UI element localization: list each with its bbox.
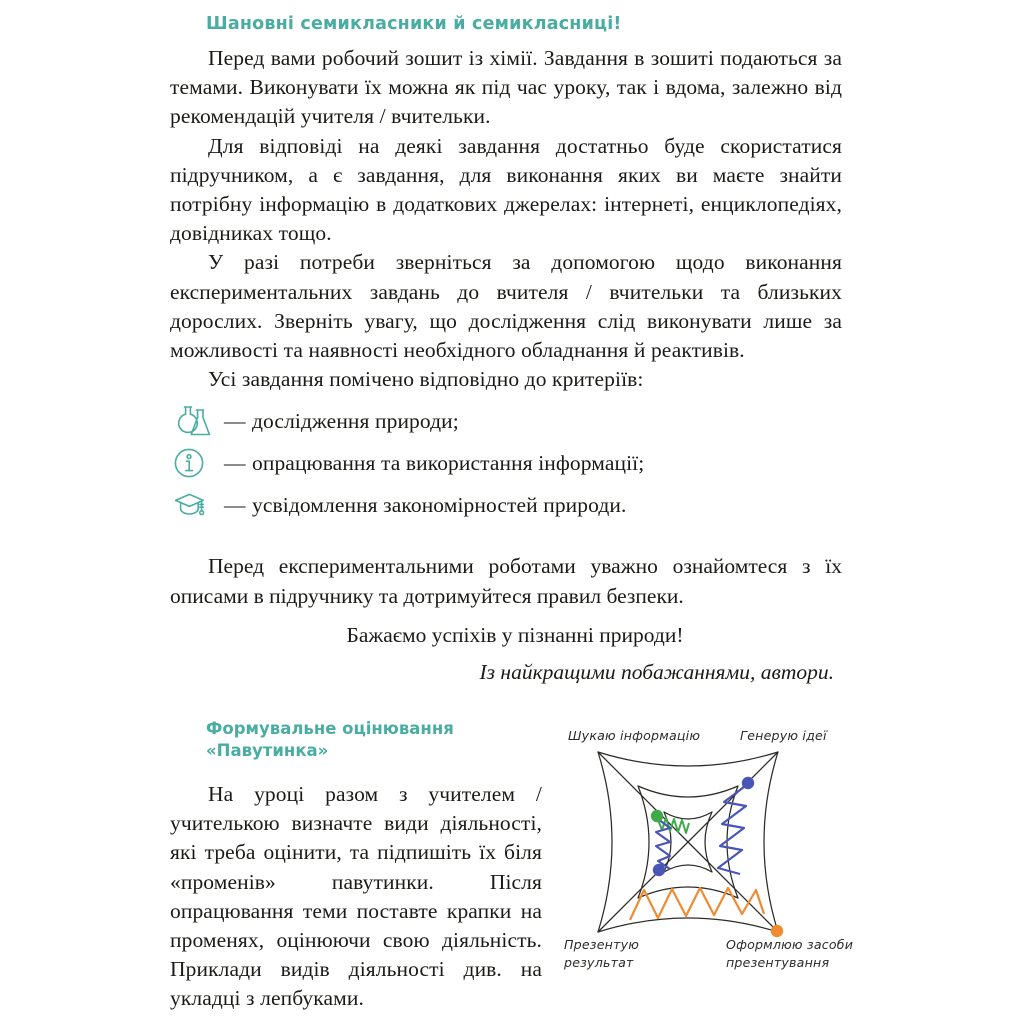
web-label-top-right: Генерую ідеї (740, 728, 827, 743)
criteria-item-information-label (224, 450, 644, 477)
dot-top-left-ray[interactable] (651, 810, 663, 822)
web-label-bottom-left-1: Презентую (564, 937, 640, 952)
criteria-intro-paragraph: Усі завдання помічено відповідно до критеріїв: (208, 367, 644, 392)
criteria-dash: — (224, 492, 246, 517)
web-label-bottom-right-2: презентування (726, 955, 830, 970)
flasks-icon (170, 404, 224, 438)
web-label-top-left: Шукаю інформацію (568, 728, 701, 743)
authors-signature: Із найкращими побажаннями, автори. (479, 659, 834, 684)
assessment-text-column (170, 718, 542, 1014)
criteria-item-patterns-label (224, 492, 626, 519)
info-circle-icon (170, 446, 224, 480)
intro-paragraph-3: У разі потреби зверніться за допомогою щодо виконання експериментальних завдань до вчителя / вчительки та близьких дорослих. Зверніть увагу, що дослідження слід виконувати лише за можливості та наявності необхідного обладнання й реактивів. (170, 250, 842, 363)
criteria-label-text: дослідження природи; (252, 408, 459, 433)
web-label-bottom-right-1: Оформлюю засоби (726, 937, 854, 952)
criteria-item-research (170, 400, 842, 442)
criteria-list (170, 400, 842, 526)
criteria-dash: — (224, 450, 246, 475)
criteria-label-text: опрацювання та використання інформації; (252, 450, 645, 475)
criteria-dash: — (224, 408, 246, 433)
wish-line: Бажаємо успіхів у пізнанні природи! (346, 622, 684, 647)
assessment-heading (206, 718, 542, 762)
closing-section (170, 552, 842, 684)
graduation-cap-icon (170, 488, 224, 522)
assessment-instructions: На уроці разом з учителем / учителькою визначте види діяльності, які треба оцінити, та підпишіть їх біля «променів» павутинки. Після опрацювання теми поставте крапки на променях, оцінюючи свою діяльність. Приклади видів діяльності див. на укладці з лепбуками. (170, 782, 542, 1011)
criteria-label-text: усвідомлення закономірностей природи. (252, 492, 627, 517)
assessment-heading-line-1: Формувальне оцінювання (206, 719, 454, 738)
assessment-heading-line-2: «Павутинка» (206, 741, 329, 760)
dot-bottom-right-ray[interactable] (771, 925, 783, 937)
criteria-item-patterns (170, 484, 842, 526)
spider-web-assessment-diagram (558, 724, 880, 1024)
page-greeting-heading: Шановні семикласники й семикласниці! (206, 14, 622, 34)
intro-section (170, 14, 842, 685)
intro-paragraph-2: Для відповіді на деякі завдання достатньо буде скористатися підручником, а є завдання, для виконання яких ви маєте знайти потрібну інформацію в додаткових джерелах: інтернеті, енциклопедіях, довідниках тощо. (170, 133, 842, 246)
criteria-item-information (170, 442, 842, 484)
dot-bottom-left-ray[interactable] (653, 864, 665, 876)
web-label-bottom-left-2: результат (564, 955, 634, 970)
intro-paragraph-1: Перед вами робочий зошит із хімії. Завдання в зошиті подаються за темами. Виконувати їх можна як під час уроку, так і вдома, залежно від рекомендацій учителя / вчительки. (170, 46, 842, 129)
criteria-item-research-label (224, 408, 459, 435)
formative-assessment-section (170, 718, 880, 1024)
safety-paragraph: Перед експериментальними роботами уважно ознайомтеся з їх описами в підручнику та дотримуйтеся правил безпеки. (170, 554, 842, 608)
dot-top-right-ray[interactable] (742, 777, 754, 789)
